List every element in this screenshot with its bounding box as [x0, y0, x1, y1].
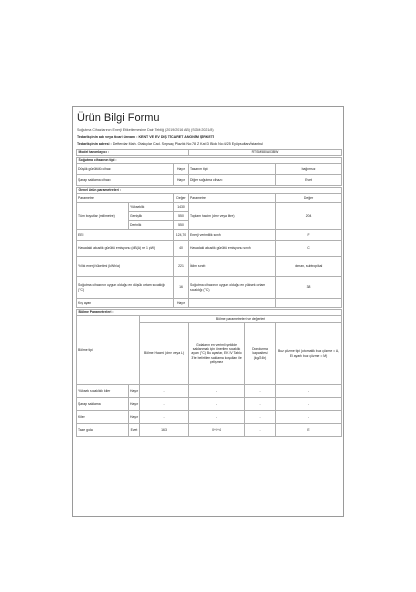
compartment-row: Şarap saklama Hayır - - - -: [77, 398, 342, 411]
dimensions-label: Tüm boyutlar (milimetre): [77, 203, 129, 230]
section-compartments: Bölme Parametreleri :: [77, 310, 342, 316]
section-type: Soğutma cihazının tipi :: [77, 158, 342, 164]
dimension-row: Tüm boyutlar (milimetre) Yükseklik 1430 Toplam hacim (dm³ veya litre) 204: [77, 203, 342, 212]
address-value: Defterdar Mah. Otakçılar Cad. Sırpsaç Plazlık No:78 Z Kat D Blok No:4/25 Eyüpsultan/İstanbul: [112, 142, 264, 146]
compartment-row: Taze gıda Evet 163 0+/+4 - E: [77, 424, 342, 437]
general-row: Yıllık enerji tüketimi (kWh/a) 221 İklim sınıfı: ılıman, subtropikal: [77, 257, 342, 277]
dimension-row: Derinlik 550: [77, 221, 342, 230]
general-header-row: Parametre Değer Parametre Değer: [77, 194, 342, 203]
compartment-params-header: Bölme parametreleri ve değerleri: [140, 316, 342, 323]
compartment-row: Yüksek sıcaklıklı kiler Hayır - - - -: [77, 385, 342, 398]
dimension-row: Genişlik 550: [77, 212, 342, 221]
regulation-subtitle: Soğutma Cihazlarının Enerji Etiketlemesine Dair Tebliğ (2019/2016 AB) (SGM:2021/8): [77, 128, 214, 132]
address-line: [77, 142, 263, 147]
compartment-header-row: [77, 316, 342, 323]
compartment-type-header: Bölme tipi: [77, 316, 140, 385]
model-value: RTSM580A03BW: [189, 150, 342, 156]
address-label: Tedarikçinin adresi :: [77, 142, 112, 146]
total-volume-value: 204: [276, 203, 342, 230]
type-row: Düşük gürültülü cihaz: Hayır Tasarım tipi: bağımsız: [77, 164, 342, 175]
type-row: Şarap saklama cihazı: Hayır Diğer soğutma cihazı: Evet: [77, 175, 342, 186]
total-volume-label: Toplam hacim (dm³ veya litre): [189, 203, 276, 230]
page-title: Ürün Bilgi Formu: [77, 112, 160, 124]
compartment-subheader-row: Bölme Hacmi (dm³ veya L) Gıdaların en verimli şekilde saklanmak için önerilen sıcaklık ayarı (°C) Bu ayarlar, EK IV Tablo 3'te belirtilen saklama koşulları ile çelişmez Dondurma kapasitesi (kg/24h) Buz çözme tipi (otomatik buz çözme = A, El ayarlı buz çözme = M): [77, 323, 342, 385]
general-row: Kış ayarı Hayır: [77, 299, 342, 308]
compartment-row: Kiler Hayır - - - -: [77, 411, 342, 424]
general-row: Soğutma cihazının uygun olduğu en düşük ortam sıcaklığı (°C) 16 Soğutma cihazının uygun olduğu en yüksek ortam sıcaklığı (°C) 38: [77, 277, 342, 299]
supplier-value: KENT VE EV DIŞ TİCARET ANONİM ŞİRKETİ: [138, 135, 214, 139]
supplier-label: Tedarikçinin adı veya ticari ünvanı :: [77, 135, 138, 139]
product-info-sheet: [72, 106, 344, 517]
spec-table: [76, 149, 342, 437]
section-general: Genel ürün parametreleri :: [77, 188, 342, 194]
general-row: EEI 124,70 Enerji verimlilik sınıfı F: [77, 230, 342, 241]
general-row: Havadaki akustik gürültü emisyonu (dB(A) re 1 pW) 40 Havadaki akustik gürültü emisyonu sınıfı C: [77, 241, 342, 257]
model-label: Model tanımlayıcı :: [77, 150, 189, 156]
supplier-line: [77, 135, 214, 140]
